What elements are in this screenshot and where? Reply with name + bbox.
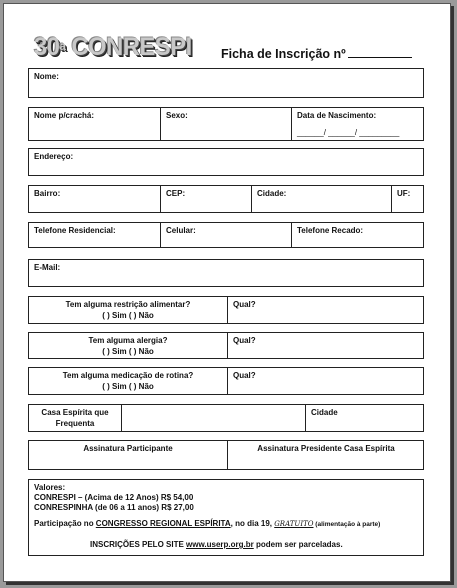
qual-field[interactable]: Qual? xyxy=(227,333,423,358)
participacao-text: Participação no CONGRESSO REGIONAL ESPÍRITA, no dia 19, GRATUITO (alimentação à parte) xyxy=(34,519,381,528)
qual-field[interactable]: Qual? xyxy=(227,297,423,323)
row-cracha xyxy=(28,107,424,141)
casa-espirita-field[interactable] xyxy=(121,405,305,431)
event-logo: 30$^a$ CONRESPI xyxy=(34,33,192,61)
row-casa-espirita xyxy=(28,404,424,432)
question-text-cell xyxy=(29,333,227,358)
question-alergia xyxy=(28,332,424,359)
sim-nao-options[interactable]: ( ) Sim ( ) Não xyxy=(102,311,154,320)
question-text-cell xyxy=(29,368,227,394)
info-box xyxy=(28,479,424,556)
row-telefones xyxy=(28,222,424,248)
question-text: Tem alguma alergia? xyxy=(88,336,168,345)
data-nascimento-field[interactable]: Data de Nascimento: ______/ ______/ _________ xyxy=(291,108,423,140)
question-text: Tem alguma medicação de rotina? xyxy=(62,371,194,380)
price-conrespi: CONRESPI – (Acima de 12 Anos) R$ 54,00 xyxy=(34,493,194,502)
site-link[interactable]: www.userp.org.br xyxy=(186,540,254,549)
tel-recado-field[interactable]: Telefone Recado: xyxy=(291,223,423,247)
cep-field[interactable]: CEP: xyxy=(160,186,251,212)
endereco-field[interactable]: Endereço: xyxy=(28,148,424,176)
casa-label-cell: Casa Espírita que Frequenta xyxy=(41,408,109,428)
bairro-field[interactable]: Bairro: xyxy=(34,189,61,198)
casa-cidade-field[interactable]: Cidade xyxy=(305,405,423,431)
question-medicacao xyxy=(28,367,424,395)
email-field[interactable]: E-Mail: xyxy=(28,259,424,287)
sexo-field[interactable]: Sexo: xyxy=(160,108,291,140)
celular-field[interactable]: Celular: xyxy=(160,223,291,247)
price-conrespinha: CONRESPINHA (de 06 a 11 anos) R$ 27,00 xyxy=(34,503,194,512)
gratuito-handwritten: GRATUITO xyxy=(274,520,314,528)
row-bairro xyxy=(28,185,424,213)
question-text: Tem alguma restrição alimentar? xyxy=(65,300,191,309)
assinatura-presidente-field[interactable]: Assinatura Presidente Casa Espírita xyxy=(227,441,423,469)
date-blanks: ______/ ______/ _________ xyxy=(297,128,400,137)
qual-field[interactable]: Qual? xyxy=(227,368,423,394)
cidade-field[interactable]: Cidade: xyxy=(251,186,391,212)
question-text-cell xyxy=(29,297,227,323)
uf-field[interactable]: UF: xyxy=(391,186,423,212)
nome-cracha-field[interactable]: Nome p/crachá: xyxy=(34,111,95,120)
form-title: Ficha de Inscrição nº xyxy=(221,47,412,61)
sim-nao-options[interactable]: ( ) Sim ( ) Não xyxy=(102,347,154,356)
form-page xyxy=(3,3,451,582)
sim-nao-options[interactable]: ( ) Sim ( ) Não xyxy=(102,382,154,391)
tel-residencial-field[interactable]: Telefone Residencial: xyxy=(34,226,116,235)
question-restricao-alimentar xyxy=(28,296,424,324)
nome-field[interactable] xyxy=(28,68,424,98)
inscricoes-text: INSCRIÇÕES PELO SITE www.userp.org.br podem ser parceladas. xyxy=(90,540,343,549)
row-assinaturas xyxy=(28,440,424,470)
nome-label: Nome: xyxy=(34,72,59,81)
assinatura-participante-field[interactable]: Assinatura Participante xyxy=(83,444,173,453)
valores-heading: Valores: xyxy=(34,483,66,492)
